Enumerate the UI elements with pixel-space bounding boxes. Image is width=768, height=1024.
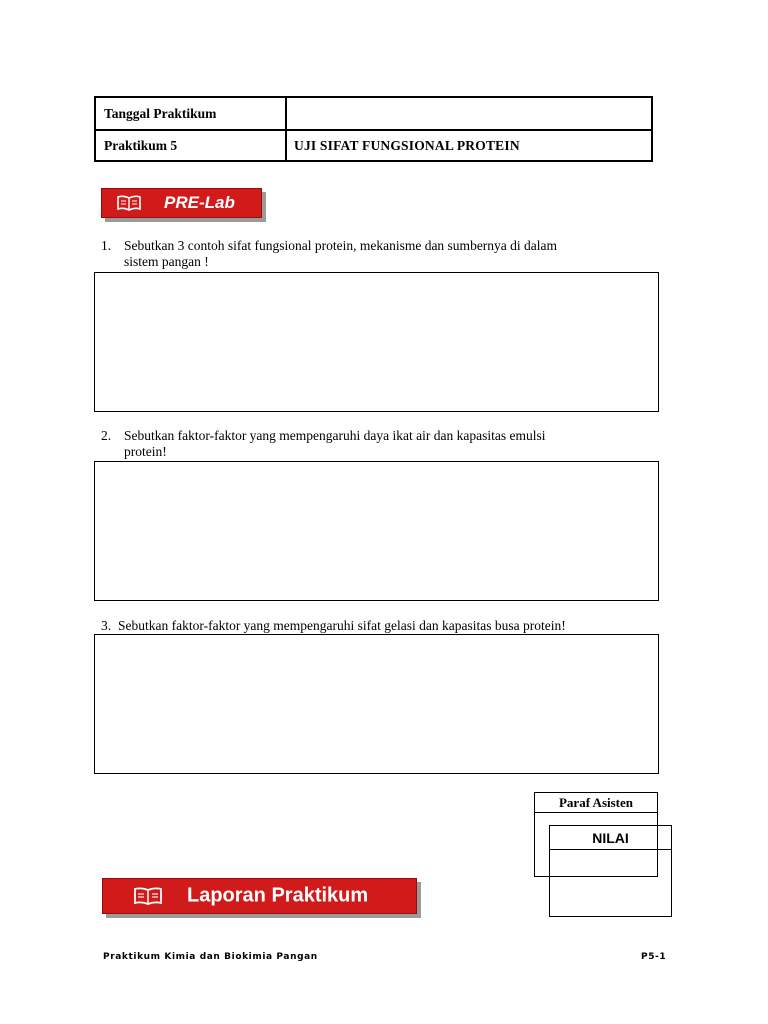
answer-box-3[interactable] [94, 634, 659, 774]
footer-course: Praktikum Kimia dan Biokimia Pangan [103, 952, 318, 962]
book-icon [116, 195, 142, 211]
question-number: 2. [101, 428, 112, 443]
answer-box-1[interactable] [94, 272, 659, 412]
question-text: Sebutkan faktor-faktor yang mempengaruhi daya ikat air dan kapasitas emulsi [124, 428, 546, 443]
footer-page-number: P5-1 [641, 952, 667, 962]
header-table [94, 96, 653, 162]
question-text: Sebutkan faktor-faktor yang mempengaruhi sifat gelasi dan kapasitas busa protein! [118, 618, 566, 633]
question-number: 1. [101, 238, 112, 253]
laporan-label: Laporan Praktikum [187, 884, 369, 907]
book-icon [133, 887, 163, 905]
laporan-banner [102, 878, 417, 914]
prelab-label: PRE-Lab [164, 193, 235, 212]
tanggal-label: Tanggal Praktikum [104, 106, 217, 121]
nilai-box[interactable] [549, 825, 672, 917]
question-text-cont: sistem pangan ! [124, 254, 209, 269]
table-row [96, 98, 651, 131]
table-row [96, 130, 651, 161]
praktikum-title: UJI SIFAT FUNGSIONAL PROTEIN [294, 138, 520, 153]
question-number: 3. [101, 618, 112, 633]
prelab-banner [101, 188, 262, 218]
answer-box-2[interactable] [94, 461, 659, 601]
praktikum-label: Praktikum 5 [104, 138, 178, 153]
paraf-asisten-label: Paraf Asisten [535, 793, 657, 813]
nilai-label: NILAI [550, 826, 671, 850]
question-text: Sebutkan 3 contoh sifat fungsional protein, mekanisme dan sumbernya di dalam [124, 238, 558, 253]
question-text-cont: protein! [124, 444, 167, 459]
